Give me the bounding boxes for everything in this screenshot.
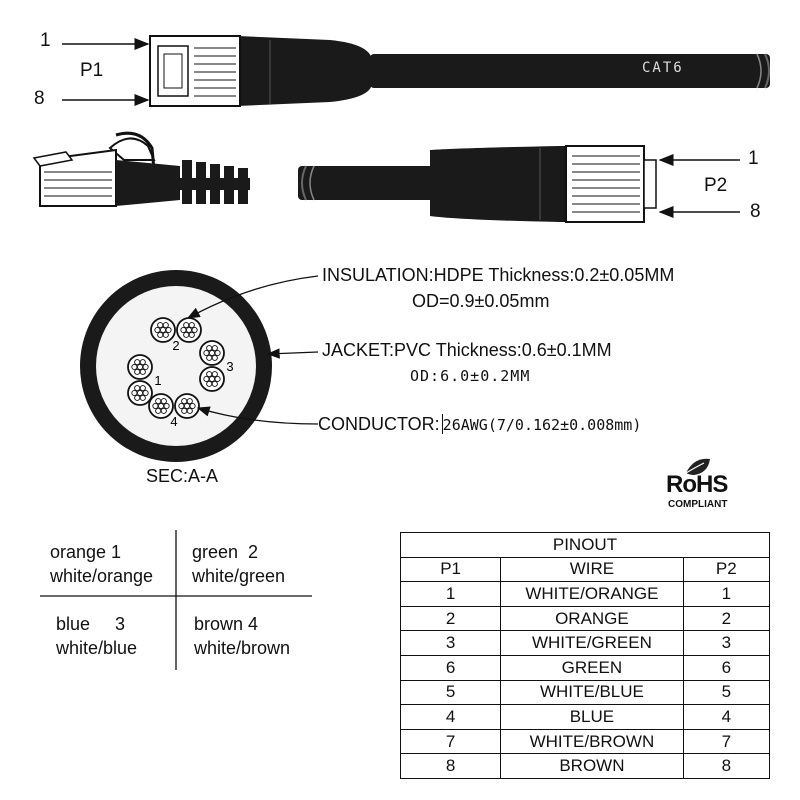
conductor-strand — [164, 403, 169, 408]
conductor-strand — [132, 390, 137, 395]
p1-pin-last-label: 8 — [34, 88, 45, 109]
conductor-strand — [204, 376, 209, 381]
p1-pin-first-label: 1 — [40, 30, 51, 51]
pair-number-label: 1 — [154, 373, 162, 388]
conductor-strand — [143, 390, 148, 395]
pair-legend-1-line1: orange 1 — [50, 542, 122, 562]
conductor-strand — [140, 369, 145, 374]
conductor-strand — [189, 323, 194, 328]
pinout-row — [401, 631, 770, 656]
conductor-strand — [132, 364, 137, 369]
pinout-row — [401, 754, 770, 779]
conductor-strand — [161, 408, 166, 413]
conductor-strand — [137, 390, 142, 395]
pinout-row — [401, 729, 770, 754]
pair-legend-3 — [56, 612, 137, 660]
pinout-wire-cell: BLUE — [501, 705, 683, 730]
conductor-strand — [161, 399, 166, 404]
middle-cable — [298, 166, 438, 200]
conductor-strand — [192, 327, 197, 332]
conductor-strand — [212, 381, 217, 386]
p2-label: P2 — [704, 175, 728, 196]
pinout-p2-cell: 7 — [683, 729, 769, 754]
pinout-wire-cell: WHITE/ORANGE — [501, 582, 683, 607]
pair-number-label: 4 — [170, 414, 178, 429]
conductor-strand — [215, 350, 220, 355]
jacket-spec: JACKET:PVC Thickness:0.6±0.1MM — [322, 340, 612, 360]
pinout-p2-cell: 2 — [683, 606, 769, 631]
pinout-p1-cell: 5 — [401, 680, 501, 705]
pinout-wire-cell: BROWN — [501, 754, 683, 779]
pinout-wire-cell: WHITE/GREEN — [501, 631, 683, 656]
pinout-row — [401, 680, 770, 705]
pinout-p2-cell: 3 — [683, 631, 769, 656]
conductor-strand — [163, 323, 168, 328]
jacket-od: OD:6.0±0.2MM — [410, 367, 531, 385]
p2-plug — [566, 146, 644, 222]
conductor-strand — [156, 408, 161, 413]
pinout-header-wire: WIRE — [501, 557, 683, 582]
section-caption: SEC:A-A — [146, 466, 219, 486]
conductor-strand — [184, 403, 189, 408]
cable-cross-section — [80, 270, 272, 462]
p2-boot — [430, 146, 566, 222]
conductor-strand — [158, 323, 163, 328]
pair-number-label: 3 — [226, 359, 234, 374]
conductor-strand — [158, 332, 163, 337]
conductor-strand — [187, 408, 192, 413]
pair-legend-4-line1: brown 4 — [194, 614, 259, 634]
pinout-p1-cell: 8 — [401, 754, 501, 779]
conductor-strand — [207, 346, 212, 351]
pinout-wire-cell: WHITE/BROWN — [501, 729, 683, 754]
pinout-title: PINOUT — [401, 533, 770, 558]
pair-legend-4 — [194, 612, 290, 660]
pinout-table — [400, 532, 770, 779]
conductor-strand — [187, 399, 192, 404]
pinout-p2-cell: 4 — [683, 705, 769, 730]
conductor-strand — [135, 360, 140, 365]
conductor-strand — [190, 403, 195, 408]
rohs-subtitle: COMPLIANT — [668, 499, 728, 510]
conductor-strand — [140, 395, 145, 400]
conductor-strand — [212, 346, 217, 351]
conductor-strand — [158, 403, 163, 408]
pinout-wire-cell: GREEN — [501, 655, 683, 680]
conductor-strand — [166, 327, 171, 332]
pinout-p1-cell: 7 — [401, 729, 501, 754]
conductor-strand — [184, 332, 189, 337]
conductor-strand — [160, 327, 165, 332]
top-cable — [370, 54, 770, 88]
pinout-p2-cell: 8 — [683, 754, 769, 779]
pinout-p2-cell: 1 — [683, 582, 769, 607]
insulation-spec: INSULATION:HDPE Thickness:0.2±0.05MM — [322, 265, 675, 285]
pair-legend-1 — [50, 540, 153, 588]
conductor-strand — [182, 408, 187, 413]
conductor-strand — [182, 399, 187, 404]
conductor-strand — [207, 372, 212, 377]
conductor-strand — [155, 327, 160, 332]
jacket-leader — [268, 352, 318, 354]
conductor-strand — [140, 386, 145, 391]
pinout-row — [401, 705, 770, 730]
conductor-spec — [318, 414, 641, 435]
pinout-p2-cell: 6 — [683, 655, 769, 680]
p2-pin-first-label: 1 — [748, 148, 759, 169]
conductor-strand — [140, 360, 145, 365]
pinout-p1-cell: 6 — [401, 655, 501, 680]
conductor-strand — [137, 364, 142, 369]
pair-legend-3-line1: blue 3 — [56, 614, 126, 634]
pair-legend-2-line1: green 2 — [192, 542, 259, 562]
pair-legend-1-line2: white/orange — [50, 566, 154, 586]
cable-print: CAT6 — [642, 60, 684, 76]
p1-boot — [238, 36, 372, 106]
rohs-badge — [664, 457, 740, 515]
pinout-wire-cell: WHITE/BLUE — [501, 680, 683, 705]
p1-label: P1 — [80, 60, 104, 81]
conductor-strand — [143, 364, 148, 369]
conductor-strand — [184, 323, 189, 328]
conductor-strand — [204, 350, 209, 355]
pinout-row — [401, 606, 770, 631]
pair-legend-2-line2: white/green — [192, 566, 286, 586]
rohs-title: RoHS — [666, 471, 728, 498]
pinout-p1-cell: 4 — [401, 705, 501, 730]
pinout-p1-cell: 2 — [401, 606, 501, 631]
pinout-header-p1: P1 — [401, 557, 501, 582]
p2-cable-assembly — [298, 146, 740, 222]
conductor-value: 26AWG(7/0.162±0.008mm) — [442, 416, 642, 434]
conductor-strand — [156, 399, 161, 404]
conductor-strand — [207, 381, 212, 386]
conductor-strand — [189, 332, 194, 337]
conductor-strand — [135, 395, 140, 400]
conductor-strand — [212, 355, 217, 360]
pair-legend-2 — [192, 540, 285, 588]
pinout-header-p2: P2 — [683, 557, 769, 582]
conductor-strand — [186, 327, 191, 332]
conductor-strand — [212, 372, 217, 377]
pinout-p2-cell: 5 — [683, 680, 769, 705]
pinout-p1-cell: 1 — [401, 582, 501, 607]
conductor-strand — [135, 386, 140, 391]
pair-legend-4-line2: white/brown — [194, 638, 291, 658]
pair-legend-3-line2: white/blue — [56, 638, 138, 658]
conductor-strand — [135, 369, 140, 374]
pinout-p1-cell: 3 — [401, 631, 501, 656]
pinout-row — [401, 582, 770, 607]
conductor-strand — [209, 350, 214, 355]
conductor-strand — [215, 376, 220, 381]
insulation-od: OD=0.9±0.05mm — [412, 291, 550, 311]
conductor-label: CONDUCTOR: — [318, 414, 440, 434]
conductor-strand — [209, 376, 214, 381]
pinout-wire-cell: ORANGE — [501, 606, 683, 631]
conductor-strand — [179, 403, 184, 408]
p2-pin-last-label: 8 — [750, 201, 761, 222]
conductor-strand — [153, 403, 158, 408]
conductor-strand — [207, 355, 212, 360]
conductor-strand — [181, 327, 186, 332]
conductor-strand — [163, 332, 168, 337]
pair-number-label: 2 — [172, 338, 180, 353]
pinout-row — [401, 655, 770, 680]
side-view-connector — [34, 133, 250, 206]
